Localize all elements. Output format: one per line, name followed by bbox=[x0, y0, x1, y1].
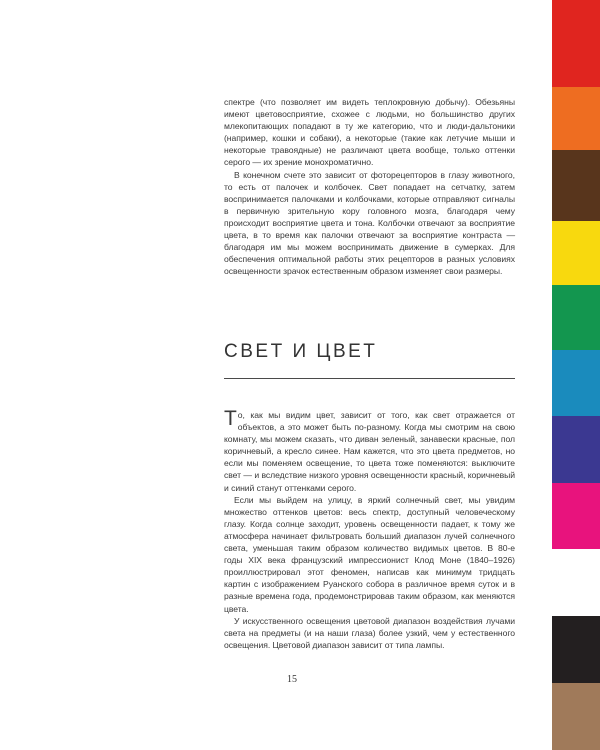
color-tab-indigo bbox=[552, 416, 600, 483]
color-tab-green bbox=[552, 285, 600, 350]
color-tab-brown bbox=[552, 150, 600, 221]
page-number: 15 bbox=[287, 674, 297, 685]
color-tab-tan bbox=[552, 683, 600, 750]
paragraph: У искусственного освещения цветовой диапазон воздействия лучами света на предметы (и на наши глаза) более узкий, чем у естественного освещения. Цветовой диапазон зависит от типа лампы. bbox=[224, 615, 515, 650]
top-text-block bbox=[224, 96, 515, 277]
color-tab-black bbox=[552, 616, 600, 683]
bottom-text-block bbox=[224, 409, 515, 651]
color-tab-orange bbox=[552, 87, 600, 150]
color-tab-yellow bbox=[552, 221, 600, 285]
paragraph bbox=[224, 409, 515, 494]
color-tab-red bbox=[552, 0, 600, 87]
paragraph: спектре (что позволяет им видеть теплокровную добычу). Обезьяны имеют цветовосприятие, схожее с людьми, но большинство других млекопитающих попадают в ту же категорию, что и люди-дальтоники (например, кошки и собаки), а некоторые (такие как летучие мыши и некоторые травоядные) не различают цвета вообще, только оттенки серого — их зрение монохроматично. bbox=[224, 97, 515, 168]
color-tab-magenta bbox=[552, 483, 600, 549]
paragraph: В конечном счете это зависит от фоторецепторов в глазу животного, то есть от палочек и колбочек. Свет попадает на сетчатку, затем воспринимается палочками и колбочками, которые отправляют сигналы в первичную зрительную кору головного мозга, благодаря чему происходит восприятие цвета и тона. Колбочки отвечают за восприятие цвета, в то время как палочки отвечают за восприятие контраста — благодаря им мы можем воспринимать движение в сумерках. Для обеспечения оптимальной работы этих рецепторов в разных условиях освещенности зрачок естественным образом изменяет свои размеры. bbox=[224, 169, 515, 277]
color-tab-blue bbox=[552, 350, 600, 416]
section-heading: СВЕТ И ЦВЕТ bbox=[224, 341, 378, 362]
color-index-tabs bbox=[552, 0, 600, 750]
heading-divider bbox=[224, 378, 515, 379]
paragraph: Если мы выйдем на улицу, в яркий солнечный свет, мы увидим множество оттенков цветов: весь спектр, доступный человеческому глазу. Когда солнце заходит, уровень освещенности падает, к тому же атмосфера начинает фильтровать больший диапазон лучей солнечного света, уменьшая таким образом количество видимых цветов. В 80-е годы XIX века французский импрессионист Клод Моне (1840–1926) проиллюстрировал этот феномен, написав как минимум тридцать картин с изображением Руанского собора в различное время суток и в разные времена года, продемонстрировав таким образом, как меняются цвета. bbox=[224, 494, 515, 614]
drop-cap: Т bbox=[224, 407, 237, 430]
paragraph-text: о, как мы видим цвет, зависит от того, как свет отражается от объектов, а это может быть по-разному. Когда мы смотрим на свою комнату, мы можем сказать, что диван зеленый, занавески красные, пол коричневый, а кресло синее. Нам кажется, что это цвета предметов, но если мы поменяем освещение, то цвета тоже поменяются: выключите свет — и вследствие низкого уровня освещенности красный, коричневый и синий станут оттенками серого. bbox=[224, 410, 515, 493]
